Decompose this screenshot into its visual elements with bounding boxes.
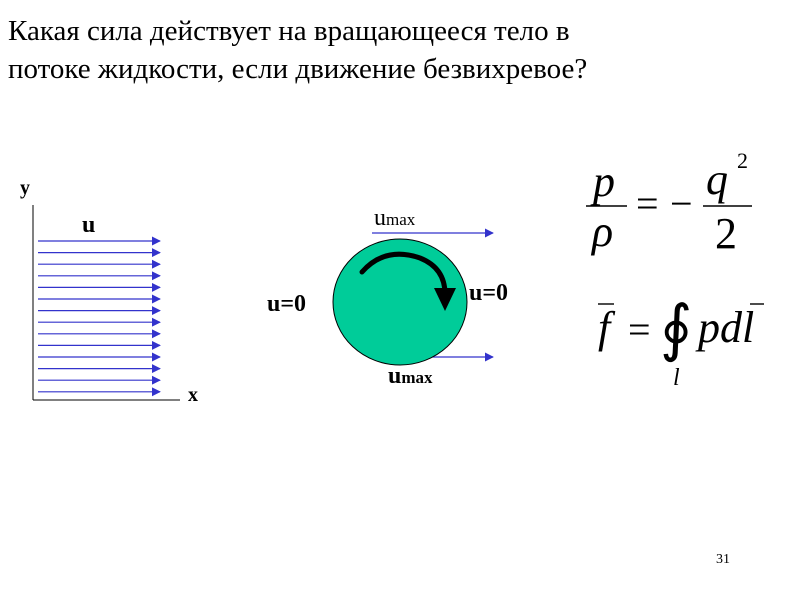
pressure-numerator-p: p xyxy=(593,157,615,206)
force-integrand: pdl xyxy=(698,303,755,352)
y-axis-label: y xyxy=(20,177,30,199)
right-u0-label: u=0 xyxy=(469,280,509,306)
force-equals: = xyxy=(628,307,651,352)
bottom-umax-main: u xyxy=(388,363,402,389)
left-u0-label: u=0 xyxy=(267,291,307,317)
force-lower-limit: l xyxy=(673,365,680,391)
top-umax-sub: max xyxy=(386,210,416,229)
contour-integral-icon: ∮ xyxy=(660,295,693,363)
pressure-minus: − xyxy=(670,181,693,226)
page-number: 31 xyxy=(716,552,730,567)
x-axis-label: x xyxy=(188,384,198,406)
bottom-umax-label xyxy=(388,364,433,388)
pressure-equals: = xyxy=(636,181,659,226)
top-umax-label xyxy=(374,206,415,230)
force-lhs-f: f xyxy=(598,303,611,352)
pressure-exponent: 2 xyxy=(737,148,748,173)
pressure-numerator-q: q xyxy=(706,155,728,204)
slide-title-line-2: потоке жидкости, если движение безвихревое? xyxy=(8,53,588,85)
pressure-denominator-rho: ρ xyxy=(592,207,614,256)
flow-profile xyxy=(33,205,180,400)
top-umax-main: u xyxy=(374,205,386,231)
velocity-label: u xyxy=(82,212,96,238)
bottom-umax-sub: max xyxy=(401,368,433,387)
pressure-denominator-2: 2 xyxy=(715,209,737,258)
flow-arrows xyxy=(38,241,160,392)
slide-title-line-1: Какая сила действует на вращающееся тело в xyxy=(8,15,570,47)
